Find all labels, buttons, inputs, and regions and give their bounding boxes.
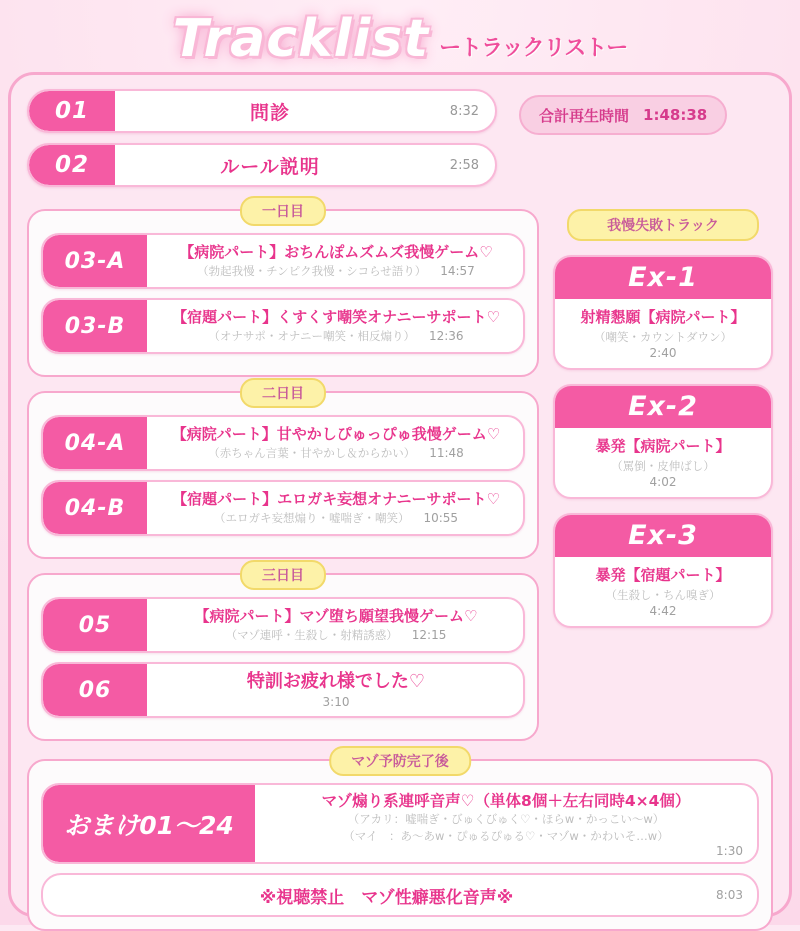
- track-title: 【病院パート】マゾ堕ち願望我慢ゲーム♡: [194, 607, 478, 625]
- bonus-track-row[interactable]: [41, 783, 759, 864]
- day-label: 三日目: [240, 560, 326, 590]
- track-duration: 14:57: [440, 264, 475, 278]
- track-duration: 11:48: [429, 446, 464, 460]
- track-duration: 10:55: [423, 511, 459, 525]
- track-tags: （オナサポ・オナニー嘲笑・相反煽り）: [208, 329, 415, 343]
- bonus-track-number: おまけ01〜24: [43, 785, 255, 862]
- track-number: 06: [43, 664, 147, 716]
- track-tags: （勃起我慢・チンピク我慢・シコらせ語り）: [197, 264, 427, 278]
- ex-track-duration: 4:02: [649, 475, 677, 489]
- track-duration: 12:36: [428, 329, 464, 343]
- track-row[interactable]: [41, 597, 525, 653]
- track-title: 特訓お疲れ様でした♡: [246, 671, 426, 693]
- track-number: 05: [43, 599, 147, 651]
- track-duration: 12:15: [411, 628, 447, 642]
- page-title: Tracklist: [172, 9, 430, 69]
- track-meta: [155, 445, 517, 461]
- track-tags: （エロガキ妄想煽り・嘘喘ぎ・嘲笑）: [213, 511, 410, 525]
- track-body: [147, 664, 523, 716]
- bonus-section: [27, 754, 773, 931]
- days-column: [27, 204, 539, 755]
- ex-track-card[interactable]: [553, 513, 773, 628]
- track-row[interactable]: [27, 143, 497, 187]
- track-tags: （赤ちゃん言葉・甘やかし＆からかい）: [208, 446, 416, 460]
- ex-track-number: Ex-2: [555, 386, 771, 428]
- track-meta: [155, 263, 517, 279]
- track-row[interactable]: [41, 415, 525, 471]
- ex-column: [553, 209, 773, 755]
- track-title: ルール説明: [220, 155, 320, 178]
- ex-section-label: 我慢失敗トラック: [567, 209, 759, 241]
- track-row[interactable]: [27, 89, 497, 133]
- track-meta: [155, 510, 517, 526]
- bonus-track-tags-1: （アカリ：嘘喘ぎ・びゅくびゅく♡・ほらw・かっこい〜w）: [347, 812, 665, 826]
- day-label: 一日目: [240, 196, 326, 226]
- ex-track-duration: 4:42: [649, 604, 677, 618]
- warning-track-duration: 8:03: [716, 888, 743, 903]
- track-number: 03-A: [43, 235, 147, 287]
- bonus-track-body: [255, 785, 757, 862]
- page-header: [0, 0, 800, 78]
- track-meta: [155, 627, 517, 643]
- track-tags: （マゾ連呼・生殺し・射精誘惑）: [225, 628, 398, 642]
- track-body: [147, 300, 523, 352]
- ex-track-duration: 2:40: [649, 346, 677, 360]
- track-row[interactable]: [41, 480, 525, 536]
- bonus-track-title: マゾ煽り系連呼音声♡（単体8個＋左右同時4×4個）: [321, 792, 691, 810]
- track-title: 【宿題パート】くすくす嘲笑オナニーサポート♡: [172, 308, 500, 326]
- track-duration: 8:32: [449, 103, 479, 119]
- day-section-2: [27, 386, 539, 559]
- bonus-track-tags-2: （マイ ：あ〜あw・ぴゅるぴゅる♡・マゾw・かわいそ…w）: [343, 828, 669, 843]
- ex-track-tags: （嘲笑・カウントダウン）: [594, 330, 732, 344]
- track-title: 【宿題パート】エロガキ妄想オナニーサポート♡: [172, 490, 500, 508]
- ex-track-tags: （生殺し・ちん嗅ぎ）: [605, 588, 721, 602]
- day-label: 二日目: [240, 378, 326, 408]
- track-body: [147, 235, 523, 287]
- track-title: 【病院パート】甘やかしぴゅっぴゅ我慢ゲーム♡: [171, 425, 501, 443]
- total-duration-value: 1:48:38: [643, 106, 708, 124]
- track-meta: [155, 328, 517, 344]
- ex-track-title: 射精懇願【病院パート】: [580, 308, 746, 326]
- ex-track-tags: （罵倒・皮伸ばし）: [611, 459, 715, 473]
- bonus-label: マゾ予防完了後: [329, 746, 471, 776]
- track-number: 04-B: [43, 482, 147, 534]
- bonus-track-duration: 1:30: [716, 844, 743, 859]
- day-section-1: [27, 204, 539, 377]
- top-track-list: [27, 89, 497, 197]
- track-title: 問診: [249, 101, 290, 124]
- track-title: 【病院パート】おちんぽムズムズ我慢ゲーム♡: [179, 243, 493, 261]
- main-columns: [27, 204, 773, 755]
- warning-track-title: ※視聴禁止 マゾ性癖悪化音声※: [259, 887, 514, 908]
- track-row[interactable]: [41, 662, 525, 718]
- track-number: 01: [29, 91, 115, 131]
- tracklist-frame: [8, 72, 792, 917]
- track-row[interactable]: [41, 233, 525, 289]
- page-subtitle: ートラックリストー: [439, 35, 628, 61]
- track-number: 02: [29, 145, 115, 185]
- ex-track-card[interactable]: [553, 384, 773, 499]
- bonus-track-footer: [263, 844, 749, 858]
- track-meta: [155, 695, 517, 709]
- total-duration-badge: [519, 95, 727, 135]
- day-section-3: [27, 568, 539, 741]
- track-duration: 2:58: [449, 157, 479, 173]
- ex-track-number: Ex-1: [555, 257, 771, 299]
- track-duration: 3:10: [322, 694, 350, 709]
- track-number: 04-A: [43, 417, 147, 469]
- track-body: [147, 417, 523, 469]
- track-body: [147, 482, 523, 534]
- ex-track-title: 暴発【宿題パート】: [595, 566, 731, 584]
- warning-track-row[interactable]: [41, 873, 759, 917]
- ex-track-card[interactable]: [553, 255, 773, 370]
- ex-track-title: 暴発【病院パート】: [595, 437, 731, 455]
- track-body: [147, 599, 523, 651]
- total-duration-label: 合計再生時間: [539, 106, 630, 125]
- top-row: [27, 89, 773, 197]
- track-number: 03-B: [43, 300, 147, 352]
- ex-track-number: Ex-3: [555, 515, 771, 557]
- track-row[interactable]: [41, 298, 525, 354]
